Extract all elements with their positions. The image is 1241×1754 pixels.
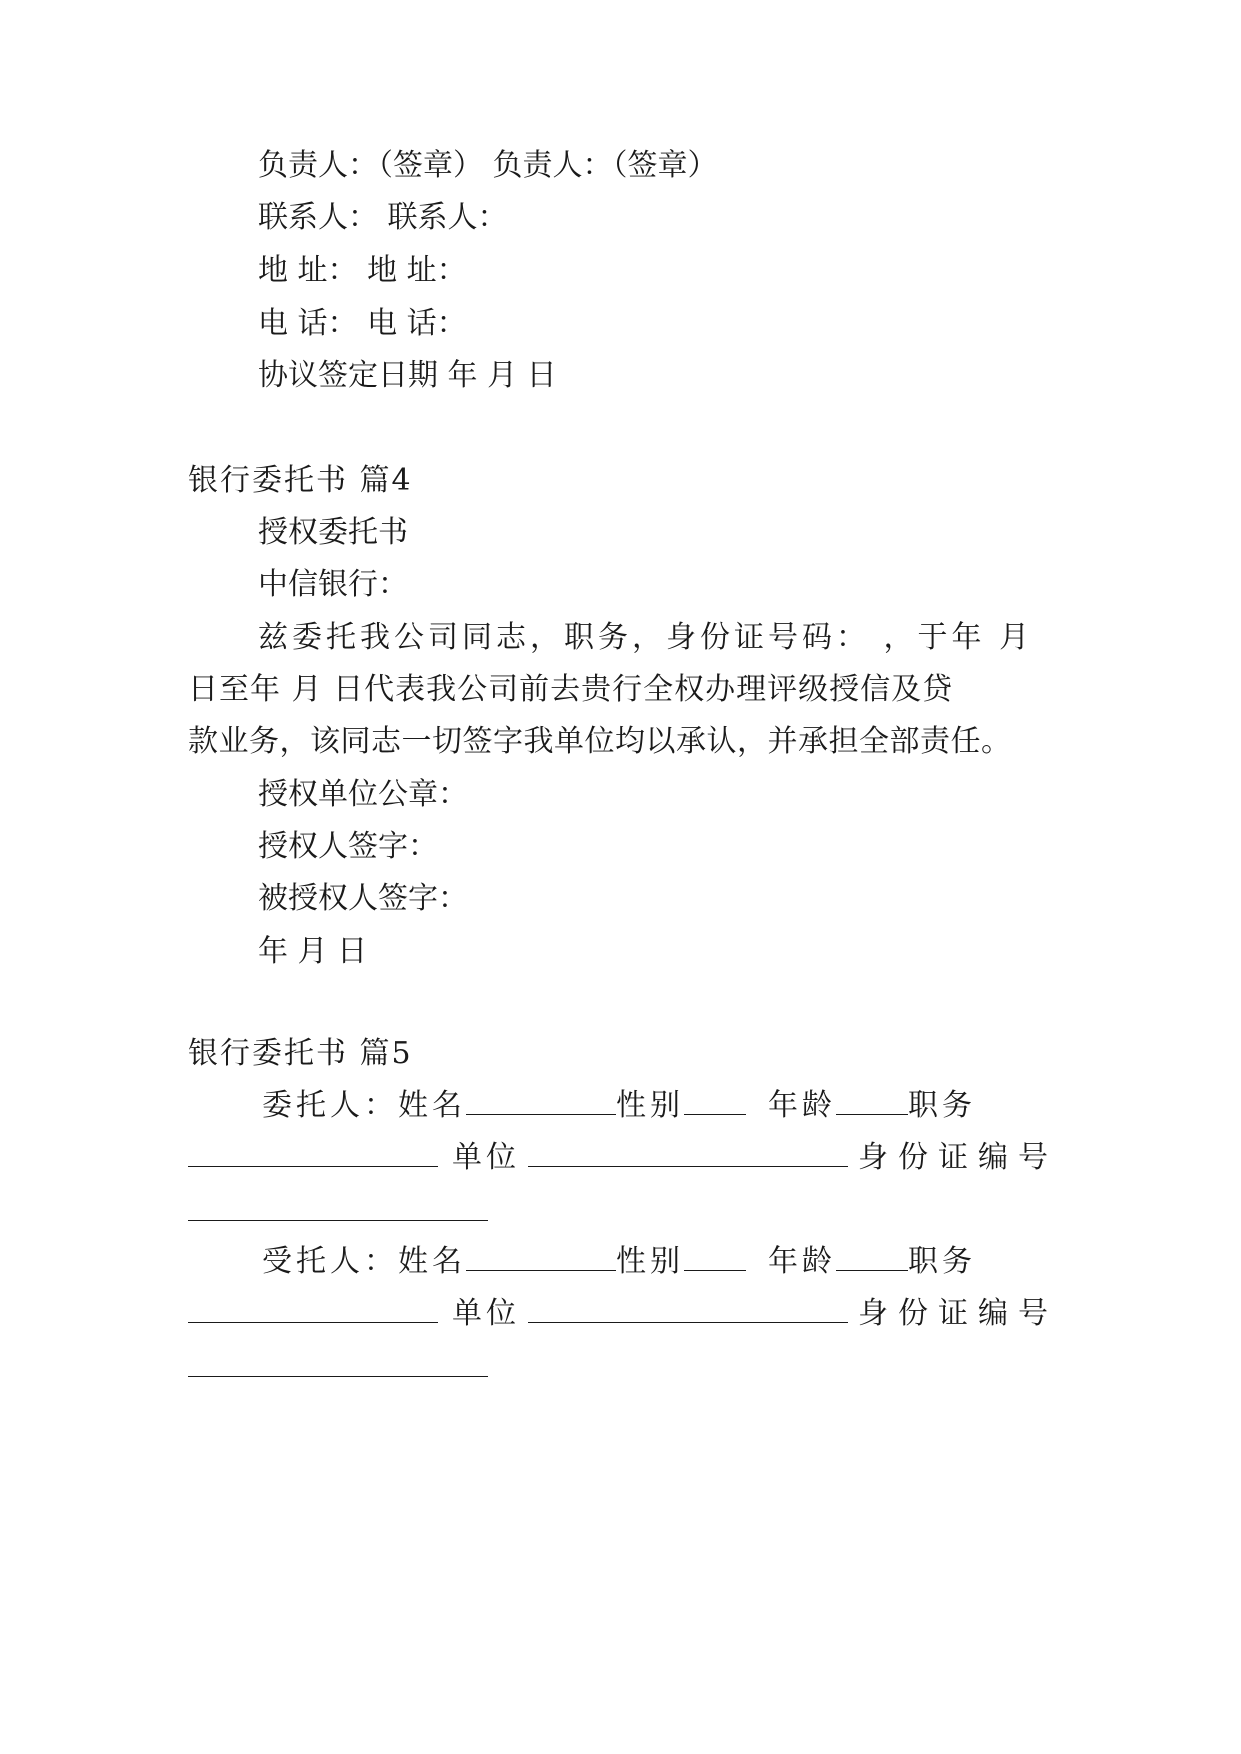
- contacts-line: 联系人： 联系人：: [258, 200, 508, 235]
- principal-age-label: 年龄: [768, 1088, 836, 1123]
- principal-age-blank: [836, 1084, 908, 1115]
- agent-name-blank: [466, 1240, 616, 1271]
- principal-position-blank: [188, 1136, 438, 1167]
- agent-gender-label: 性别: [616, 1244, 684, 1279]
- principal-id-label: 身份证编号: [858, 1140, 1058, 1175]
- agent-line2: [188, 1292, 1058, 1336]
- agent-role: 受托人：: [262, 1244, 398, 1279]
- section4-body-line3: 款业务，该同志一切签字我单位均以承认，并承担全部责任。: [188, 724, 1012, 759]
- section4-body-line2: 日至年 月 日代表我公司前去贵行全权办理评级授信及贷: [188, 672, 954, 707]
- agent-gender-blank: [684, 1240, 746, 1271]
- agent-age-blank: [836, 1240, 908, 1271]
- agent-age-label: 年龄: [768, 1244, 836, 1279]
- signers-line: 负责人：（签章） 负责人：（签章）: [258, 148, 718, 183]
- principal-position-label: 职务: [908, 1088, 976, 1123]
- agent-position-label: 职务: [908, 1244, 976, 1279]
- agent-line1: [262, 1240, 1053, 1284]
- section4-body-line1: 兹委托我公司同志，职务，身份证号码： ，于年 月: [258, 620, 1034, 655]
- sign-date-line: 协议签定日期 年 月 日: [258, 358, 557, 393]
- section4-grantee-sign: 被授权人签字：: [258, 881, 468, 916]
- section4-addressee: 中信银行：: [258, 567, 408, 602]
- agent-unit-blank: [528, 1292, 848, 1323]
- agent-id-label: 身份证编号: [858, 1296, 1058, 1331]
- principal-name-label: 姓名: [398, 1088, 466, 1123]
- address-line: 地 址： 地 址：: [258, 253, 467, 288]
- principal-line1: [262, 1084, 1053, 1128]
- section4-title: 授权委托书: [258, 515, 408, 550]
- agent-id-blank: [188, 1376, 488, 1377]
- section4-heading: 银行委托书 篇4: [188, 463, 413, 498]
- agent-name-label: 姓名: [398, 1244, 466, 1279]
- agent-position-blank: [188, 1292, 438, 1323]
- principal-unit-blank: [528, 1136, 848, 1167]
- principal-unit-label: 单位: [452, 1140, 520, 1175]
- section5-heading: 银行委托书 篇5: [188, 1036, 413, 1071]
- principal-gender-blank: [684, 1084, 746, 1115]
- phone-line: 电 话： 电 话：: [258, 306, 467, 341]
- principal-line2: [188, 1136, 1058, 1180]
- principal-gender-label: 性别: [616, 1088, 684, 1123]
- section4-seal: 授权单位公章：: [258, 777, 468, 812]
- section4-grantor-sign: 授权人签字：: [258, 829, 438, 864]
- principal-name-blank: [466, 1084, 616, 1115]
- principal-id-blank: [188, 1220, 488, 1221]
- section4-date: 年 月 日: [258, 934, 368, 969]
- principal-role: 委托人：: [262, 1088, 398, 1123]
- agent-unit-label: 单位: [452, 1296, 520, 1331]
